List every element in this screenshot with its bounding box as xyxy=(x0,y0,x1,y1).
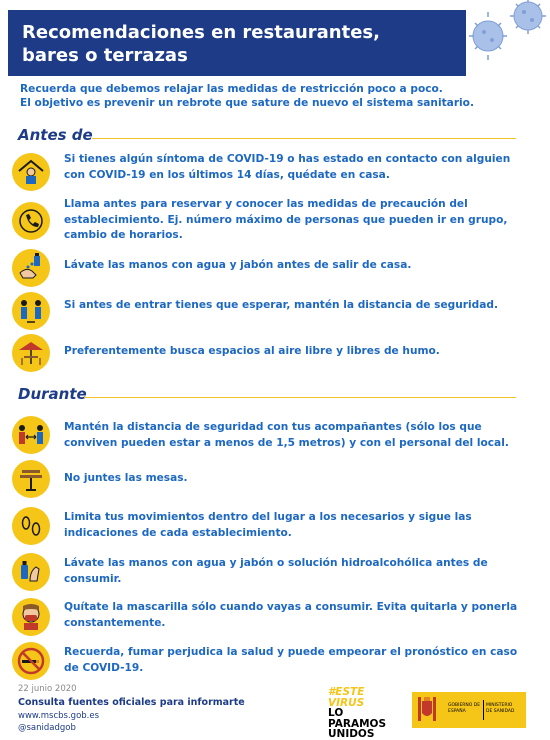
footer-url-link[interactable]: www.mscbs.gob.es xyxy=(18,711,100,721)
page-title: Recomendaciones en restaurantes, bares o terrazas xyxy=(22,22,380,66)
phone-icon xyxy=(12,202,50,240)
item-text: No juntes las mesas. xyxy=(64,472,188,484)
footprints-icon xyxy=(12,507,50,545)
section-divider xyxy=(92,138,516,139)
sanitizer-icon xyxy=(12,553,50,591)
intro-line-2: El objetivo es prevenir un rebrote que sature de nuevo el sistema sanitario. xyxy=(20,97,474,109)
gov-separator xyxy=(483,700,484,720)
campaign-hashtag-line-2: VIRUS xyxy=(328,696,365,709)
section-title-durante: Durante xyxy=(18,385,87,403)
home-person-icon xyxy=(12,153,50,191)
item-text: Recuerda, fumar perjudica la salud y puede empeorar el pronóstico en caso de COVID-19. xyxy=(64,646,518,674)
mask-icon xyxy=(12,598,50,636)
terrace-icon xyxy=(12,334,50,372)
campaign-line-1: LO xyxy=(328,707,344,719)
item-text: Quítate la mascarilla sólo cuando vayas a consumir. Evita quitarla y ponerla constantemente. xyxy=(64,601,518,629)
item-text: Llama antes para reservar y conocer las medidas de precaución del establecimiento. Ej. número máximo de personas que pueden ir en grupo, cambio de horarios. xyxy=(64,198,508,241)
item-text: Si tienes algún síntoma de COVID-19 o has estado en contacto con alguien con COVID-19 en los últimos 14 días, quédate en casa. xyxy=(64,153,511,181)
section-title-antes: Antes de xyxy=(18,126,93,144)
intro-line-1: Recuerda que debemos relajar las medidas de restricción poco a poco. xyxy=(20,83,443,95)
footer-date: 22 junio 2020 xyxy=(18,684,77,694)
table-icon xyxy=(12,460,50,498)
intro-text xyxy=(20,82,540,110)
campaign-logo xyxy=(328,687,406,740)
item-text: Preferentemente busca espacios al aire libre y libres de humo. xyxy=(64,345,440,357)
queue-distance-icon xyxy=(12,292,50,330)
item-text: Lávate las manos con agua y jabón o solución hidroalcohólica antes de consumir. xyxy=(64,557,488,585)
item-text: Si antes de entrar tienes que esperar, mantén la distancia de seguridad. xyxy=(64,299,498,311)
government-logo xyxy=(412,692,526,728)
section-divider xyxy=(84,397,516,398)
campaign-hashtag-line-1: #ESTE xyxy=(328,686,365,698)
virus-decoration-icon xyxy=(466,0,550,64)
item-text: Mantén la distancia de seguridad con tus acompañantes (sólo los que conviven pueden estar a menos de 1,5 metros) y con el personal del local. xyxy=(64,421,509,449)
header-banner xyxy=(8,10,466,76)
hand-wash-icon xyxy=(12,249,50,287)
gobierno-label: GOBIERNO DE ESPAÑA xyxy=(448,703,481,714)
item-text: Lávate las manos con agua y jabón antes de salir de casa. xyxy=(64,259,412,271)
campaign-line-2: PARAMOS xyxy=(328,717,387,730)
footer-consult: Consulta fuentes oficiales para informarte xyxy=(18,697,245,708)
footer-social-handle[interactable]: @sanidadgob xyxy=(18,723,76,733)
ministerio-label: MINISTERIO DE SANIDAD xyxy=(486,703,515,714)
coat-of-arms-icon xyxy=(416,695,438,725)
social-distance-icon xyxy=(12,416,50,454)
item-text: Limita tus movimientos dentro del lugar a los necesarios y sigue las indicaciones de cada establecimiento. xyxy=(64,511,472,539)
campaign-line-3: UNIDOS xyxy=(328,728,375,740)
no-smoking-icon xyxy=(12,642,50,680)
